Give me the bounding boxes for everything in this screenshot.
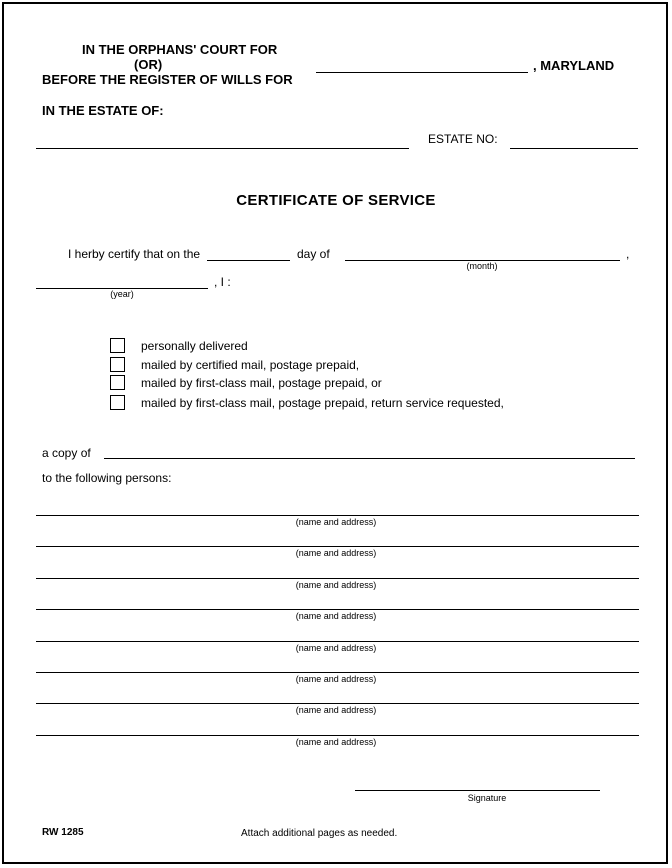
footer-note: Attach additional pages as needed. bbox=[241, 828, 398, 839]
estate-no-field[interactable] bbox=[510, 148, 638, 149]
recipient-caption: (name and address) bbox=[295, 674, 377, 684]
recipient-field[interactable] bbox=[36, 641, 639, 642]
form-number: RW 1285 bbox=[42, 827, 84, 838]
recipient-field[interactable] bbox=[36, 515, 639, 516]
i-text: , I : bbox=[214, 275, 231, 289]
month-caption: (month) bbox=[466, 261, 498, 271]
form-title: CERTIFICATE OF SERVICE bbox=[236, 192, 436, 209]
signature-field[interactable] bbox=[355, 790, 600, 791]
recipient-caption: (name and address) bbox=[295, 705, 377, 715]
county-field[interactable] bbox=[316, 72, 528, 73]
register-heading: BEFORE THE REGISTER OF WILLS FOR bbox=[42, 72, 293, 87]
option-label: mailed by first-class mail, postage prepaid, return service requested, bbox=[141, 396, 504, 410]
recipient-field[interactable] bbox=[36, 546, 639, 547]
recipient-field[interactable] bbox=[36, 672, 639, 673]
return-service-checkbox[interactable] bbox=[110, 395, 125, 410]
estate-name-field[interactable] bbox=[36, 148, 409, 149]
estate-of-label: IN THE ESTATE OF: bbox=[42, 103, 164, 118]
personally-delivered-checkbox[interactable] bbox=[110, 338, 125, 353]
recipient-field[interactable] bbox=[36, 609, 639, 610]
or-text: (OR) bbox=[134, 57, 163, 72]
year-caption: (year) bbox=[110, 289, 134, 299]
day-field[interactable] bbox=[207, 260, 290, 261]
copy-of-label: a copy of bbox=[42, 446, 91, 460]
recipient-caption: (name and address) bbox=[295, 580, 377, 590]
signature-caption: Signature bbox=[467, 793, 507, 803]
state-label: , MARYLAND bbox=[533, 58, 615, 73]
recipient-caption: (name and address) bbox=[295, 643, 377, 653]
court-heading: IN THE ORPHANS' COURT FOR bbox=[82, 42, 278, 57]
certified-mail-checkbox[interactable] bbox=[110, 357, 125, 372]
option-label: mailed by certified mail, postage prepaid, bbox=[141, 358, 360, 372]
recipient-field[interactable] bbox=[36, 735, 639, 736]
day-of-label: day of bbox=[297, 247, 330, 261]
recipient-field[interactable] bbox=[36, 578, 639, 579]
to-persons-label: to the following persons: bbox=[42, 471, 172, 485]
option-label: personally delivered bbox=[141, 339, 248, 353]
recipient-field[interactable] bbox=[36, 703, 639, 704]
recipient-caption: (name and address) bbox=[295, 737, 377, 747]
document-field[interactable] bbox=[104, 458, 635, 459]
certify-text: I herby certify that on the bbox=[68, 247, 201, 261]
first-class-mail-checkbox[interactable] bbox=[110, 375, 125, 390]
recipient-caption: (name and address) bbox=[295, 548, 377, 558]
recipient-caption: (name and address) bbox=[295, 611, 377, 621]
estate-no-label: ESTATE NO: bbox=[428, 132, 498, 146]
option-label: mailed by first-class mail, postage prepaid, or bbox=[141, 376, 382, 390]
comma-text: , bbox=[626, 247, 630, 261]
recipient-caption: (name and address) bbox=[295, 517, 377, 527]
